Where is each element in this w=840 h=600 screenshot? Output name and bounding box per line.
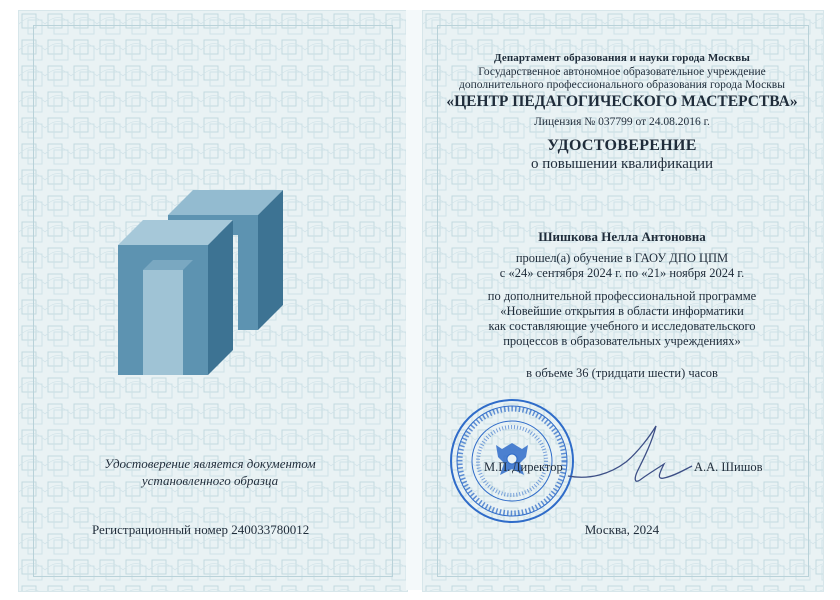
validity-note bbox=[50, 455, 370, 489]
program-line: «Новейшие открытия в области информатики bbox=[500, 304, 744, 318]
spine bbox=[406, 10, 422, 590]
department-name: Департамент образования и науки города Москвы bbox=[494, 52, 750, 64]
program-name bbox=[422, 289, 822, 349]
city-year: Москва, 2024 bbox=[584, 522, 660, 537]
program-line: процессов в образовательных учреждениях» bbox=[503, 334, 741, 348]
institution-name bbox=[422, 66, 822, 92]
program-line: как составляющие учебного и исследовательского bbox=[488, 319, 756, 333]
registration-number: Регистрационный номер 240033780012 bbox=[92, 522, 310, 537]
training-line: прошел(а) обучение в ГАОУ ДПО ЦПМ bbox=[515, 251, 729, 265]
institution-line: дополнительного профессионального образования города Москвы bbox=[459, 79, 785, 91]
document-subtitle: о повышении квалификации bbox=[531, 156, 713, 172]
training-period bbox=[422, 251, 822, 281]
director-label: Директор bbox=[512, 460, 563, 474]
hours-volume: в объеме 36 (тридцати шести) часов bbox=[526, 366, 718, 380]
director-signature bbox=[560, 418, 700, 498]
document-title: УДОСТОВЕРЕНИЕ bbox=[547, 137, 697, 154]
cpm-logo-icon bbox=[98, 185, 308, 380]
validity-note-line: установленного образца bbox=[141, 473, 279, 488]
person-name: Шишкова Нелла Антоновна bbox=[538, 229, 706, 244]
program-line: по дополнительной профессиональной программе bbox=[487, 289, 757, 303]
center-name: «ЦЕНТР ПЕДАГОГИЧЕСКОГО МАСТЕРСТВА» bbox=[446, 93, 798, 110]
training-line: с «24» сентября 2024 г. по «21» ноября 2024 г. bbox=[499, 266, 745, 280]
validity-note-line: Удостоверение является документом bbox=[104, 456, 316, 471]
stamp-place-label: М.П. bbox=[484, 460, 511, 474]
institution-line: Государственное автономное образовательное учреждение bbox=[478, 66, 766, 78]
license-line: Лицензия № 037799 от 24.08.2016 г. bbox=[534, 116, 710, 128]
director-name: А.А. Шишов bbox=[694, 460, 763, 474]
